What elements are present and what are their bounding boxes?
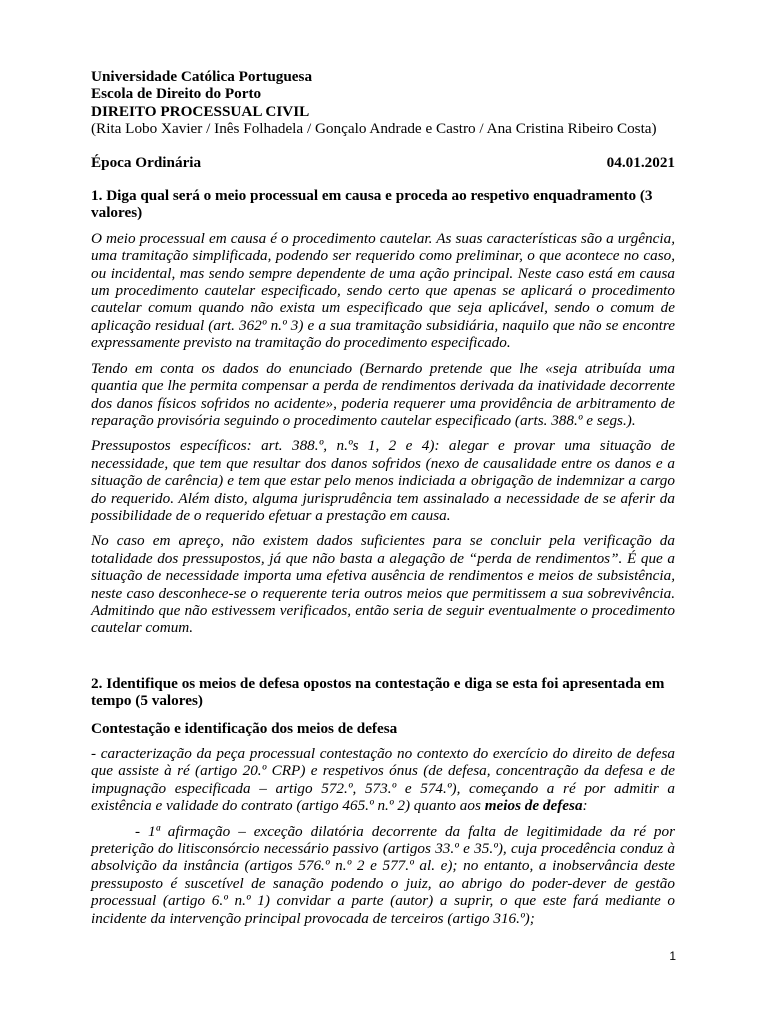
q2-p1-end: : xyxy=(582,797,588,815)
q1-paragraph-2: Tendo em conta os dados do enunciado (Bernardo pretende que lhe «seja atribuída uma quantia que lhe permita compensar a perda de rendimentos derivada da inatividade decorrente dos danos físicos sofridos no acidente», poderia requerer uma providência de arbitramento de reparação provisória seguindo o procedimento cautelar especificado (arts. 388.º e segs.). xyxy=(91,359,675,429)
question-1-title: 1. Diga qual será o meio processual em causa e proceda ao respetivo enquadramento (3 valores) xyxy=(91,187,653,222)
q1-paragraph-1: O meio processual em causa é o procedimento cautelar. As suas características são a urgência, uma tramitação simplificada, podendo ser requerido como preliminar, o que acontece no caso, ou incidental, mas sendo sempre dependente de uma ação principal. Neste caso está em causa um procedimento cautelar especificado, sendo certo que apenas se aplicará o procedimento cautelar comum quando não exista um especificado que seja aplicável, sendo o comum de aplicação residual (art. 362º n.º 3) e a sua tramitação subsidiária, naquilo que não se encontre expressamente previsto na tramitação do procedimento especificado. xyxy=(91,229,675,352)
q2-p1-text: - caracterização da peça processual contestação no contexto do exercício do direito de defesa que assiste à ré (artigo 20.º CRP) e respetivos ónus (de defesa, concentração da defesa e de impugnação especificada – artigo 572.º, 573.º e 574.º), começando a ré por admitir a existência e validade do contrato (artigo 465.º n.º 2) quanto aos xyxy=(91,745,675,815)
university-name: Universidade Católica Portuguesa xyxy=(91,68,313,85)
q2-paragraph-2: - 1ª afirmação – exceção dilatória decorrente da falta de legitimidade da ré por preterição do litisconsórcio necessário passivo (artigos 33.º e 35.º), cuja procedência conduz à absolvição da instância (artigos 576.º n.º 2 e 577.º al. e); no entanto, a inobservância deste pressuposto é suscetível de sanação podendo o juiz, ao abrigo do poder-dever de gestão processual (artigo 6.º n.º 1) convidar a parte (autor) a suprir, o que este fará mediante o incidente da intervenção principal provocada de terceiros (artigo 316.º); xyxy=(91,822,675,927)
season-date-row xyxy=(91,154,675,171)
season-label: Época Ordinária xyxy=(91,153,202,171)
q1-paragraph-4: No caso em apreço, não existem dados suficientes para se concluir pela verificação da totalidade dos pressupostos, já que não basta a alegação de “perda de rendimentos”. É que a situação de necessidade importa uma efetiva ausência de rendimentos e meios de subsistência, neste caso desconhece-se o requerente teria outros meios que permitissem a sua sobrevivência. Admitindo que não estivessem verificados, então seria de seguir eventualmente o procedimento cautelar comum. xyxy=(91,532,675,637)
school-name: Escola de Direito do Porto xyxy=(91,85,262,103)
question-2-title: 2. Identifique os meios de defesa opostos na contestação e diga se esta foi apresentada em tempo (5 valores) xyxy=(91,674,665,710)
authors-line: (Rita Lobo Xavier / Inês Folhadela / Gonçalo Andrade e Castro / Ana Cristina Ribeiro Costa) xyxy=(91,120,657,138)
q2-paragraph-1 xyxy=(91,745,675,815)
course-title: DIREITO PROCESSUAL CIVIL xyxy=(91,102,310,120)
q2-p1-bold: meios de defesa xyxy=(484,797,583,815)
q2-subtitle: Contestação e identificação dos meios de defesa xyxy=(91,719,398,737)
page-number: 1 xyxy=(669,949,676,963)
q1-paragraph-3: Pressupostos específicos: art. 388.º, n.ºs 1, 2 e 4): alegar e provar uma situação de necessidade, que tem que resultar dos danos sofridos (nexo de causalidade entre os danos e a situação de carência) e tem que estar pelo menos indiciada a obrigação de indemnizar a cargo do requerido. Além disto, alguma jurisprudência tem assinalado a necessidade de se aferir da possibilidade de o requerido efetuar a prestação em causa. xyxy=(91,437,675,524)
exam-date: 04.01.2021 xyxy=(606,153,675,171)
